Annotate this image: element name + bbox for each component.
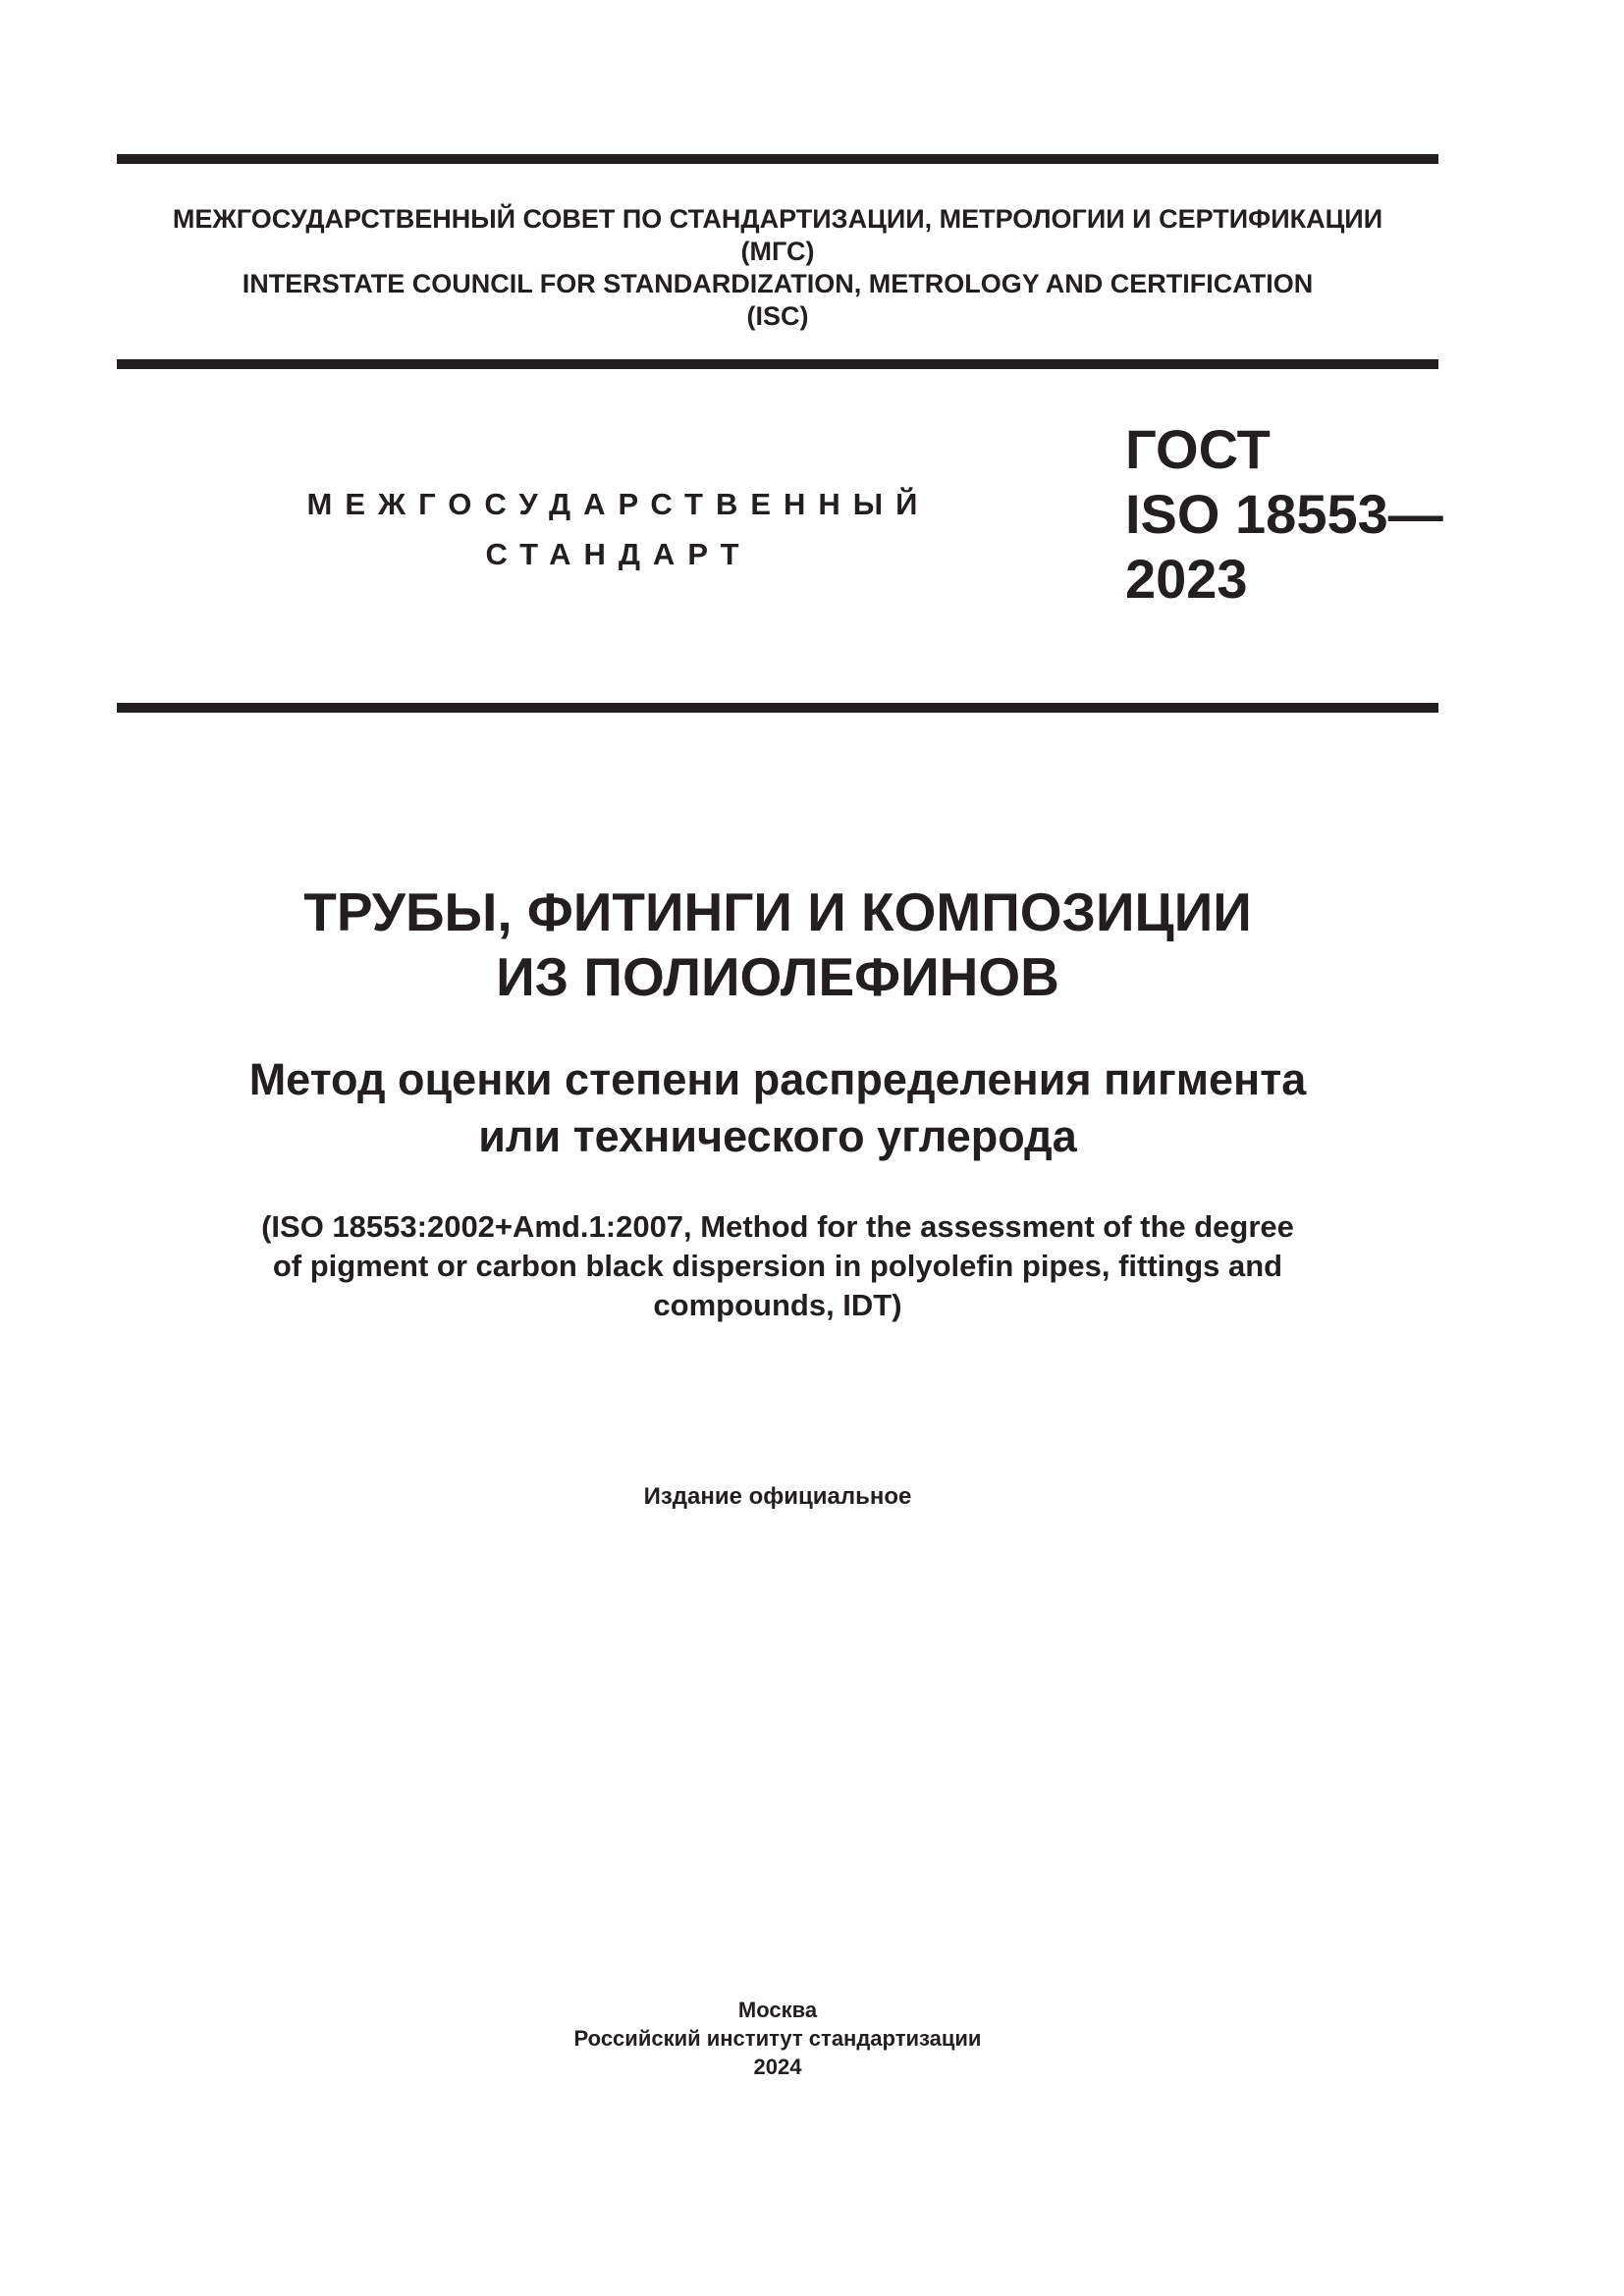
iso-reference-line3: compounds, IDT) [653, 1288, 902, 1322]
edition-note: Издание официальное [643, 1483, 912, 1510]
document-subtitle-line2: или технического углерода [478, 1111, 1077, 1161]
standard-code [1125, 417, 1443, 612]
iso-reference-line1: (ISO 18553:2002+Amd.1:2007, Method for the assessment of the degree [261, 1209, 1294, 1244]
document-subtitle-line1: Метод оценки степени распределения пигмента [248, 1054, 1307, 1104]
council-name-ru: МЕЖГОСУДАРСТВЕННЫЙ СОВЕТ ПО СТАНДАРТИЗАЦИИ, МЕТРОЛОГИИ И СЕРТИФИКАЦИИ [172, 204, 1383, 234]
iso-reference-line2: of pigment or carbon black dispersion in polyolefin pipes, fittings and [272, 1249, 1283, 1283]
header-bottom-rule [117, 703, 1438, 713]
imprint-year: 2024 [753, 2055, 802, 2079]
council-abbr-ru: (МГС) [740, 237, 815, 266]
document-subtitle [117, 1051, 1438, 1165]
iso-reference [117, 1207, 1438, 1325]
council-bottom-rule [117, 359, 1438, 369]
document-title-line2: ИЗ ПОЛИОЛЕФИНОВ [496, 946, 1059, 1007]
imprint [117, 1996, 1438, 2081]
imprint-city: Москва [737, 1998, 818, 2022]
top-rule [117, 154, 1438, 164]
standard-code-line3: 2023 [1125, 548, 1248, 610]
document-title [117, 880, 1438, 1009]
document-title-line1: ТРУБЫ, ФИТИНГИ И КОМПОЗИЦИИ [303, 881, 1252, 942]
council-header [117, 203, 1438, 333]
council-name-en: INTERSTATE COUNCIL FOR STANDARDIZATION, METROLOGY AND CERTIFICATION [242, 269, 1314, 298]
standard-kind-line1: МЕЖГОСУДАРСТВЕННЫЙ [306, 487, 931, 521]
council-abbr-en: (ISC) [746, 301, 809, 331]
standard-kind-line2: СТАНДАРТ [485, 537, 752, 571]
standard-kind [275, 479, 962, 579]
standard-code-line1: ГОСТ [1125, 418, 1271, 480]
standard-code-line2: ISO 18553— [1125, 483, 1443, 545]
imprint-publisher: Российский институт стандартизации [573, 2026, 982, 2051]
